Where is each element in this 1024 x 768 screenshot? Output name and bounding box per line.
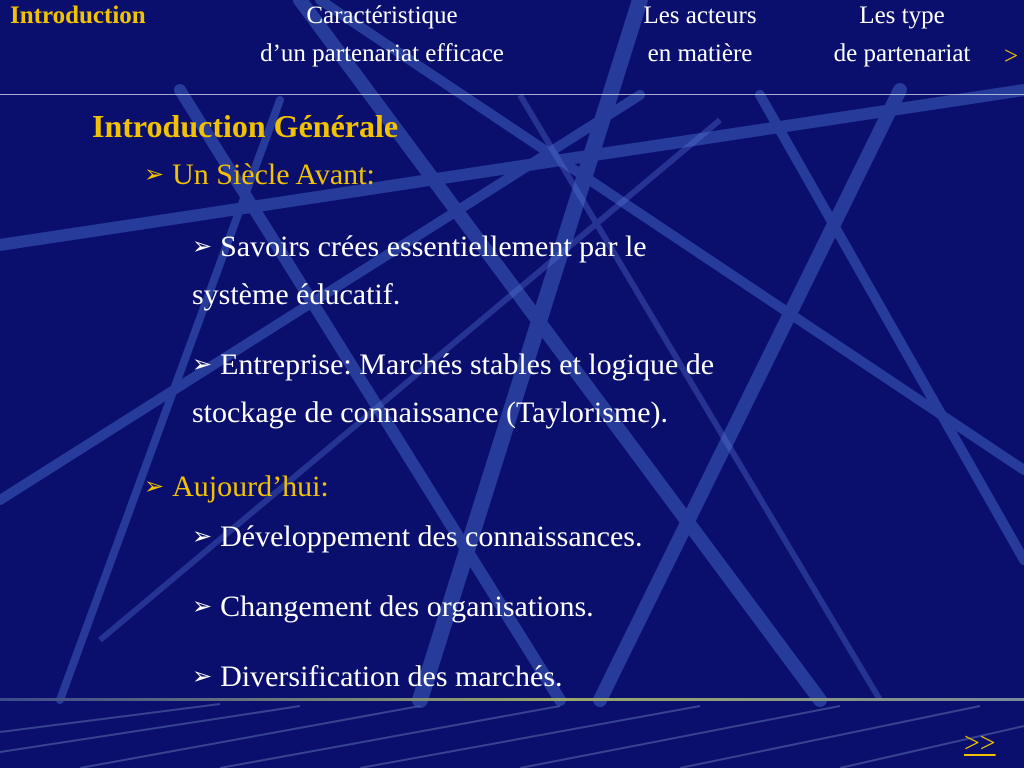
- arrow-bullet-icon: ➢: [144, 162, 165, 188]
- section-heading-label: Aujourd’hui:: [172, 470, 329, 503]
- list-item: [192, 342, 912, 388]
- section-heading: [144, 464, 329, 510]
- list-item-text: Développement des connaissances.: [220, 520, 643, 553]
- nav-item-label: Introduction: [10, 2, 146, 29]
- nav-item-label: Caractéristique: [306, 2, 458, 29]
- list-item-text: Changement des organisations.: [220, 590, 594, 623]
- list-item-text: stockage de connaissance (Taylorisme).: [192, 396, 669, 429]
- nav-item-label: de partenariat: [833, 40, 971, 67]
- arrow-bullet-icon: ➢: [192, 594, 213, 620]
- list-item-text: Diversification des marchés.: [220, 660, 563, 693]
- arrow-bullet-icon: ➢: [144, 474, 165, 500]
- list-item-continued: [192, 272, 912, 318]
- section-heading: [144, 152, 375, 198]
- list-item: [192, 584, 912, 630]
- nav-item-acteurs[interactable]: [612, 0, 788, 73]
- arrow-bullet-icon: ➢: [192, 234, 213, 260]
- arrow-bullet-icon: ➢: [192, 352, 213, 378]
- nav-item-types-partenariat[interactable]: [804, 0, 1000, 73]
- nav-item-caracteristique[interactable]: [212, 0, 552, 73]
- nav-divider: [0, 94, 1024, 95]
- arrow-bullet-icon: ➢: [192, 524, 213, 550]
- list-item: [192, 224, 912, 270]
- slide-title: Introduction Générale: [92, 108, 399, 144]
- next-slide-link[interactable]: >>: [964, 728, 996, 759]
- top-navigation: [0, 0, 1024, 94]
- list-item-text: Entreprise: Marchés stables et logique de: [220, 348, 715, 381]
- list-item-text: Savoirs crées essentiellement par le: [220, 230, 647, 263]
- nav-item-label: en matière: [647, 40, 753, 67]
- nav-item-label: Les type: [859, 2, 945, 29]
- list-item: [192, 514, 912, 560]
- list-item-text: système éducatif.: [192, 278, 401, 311]
- arrow-bullet-icon: ➢: [192, 664, 213, 690]
- footer-stripes: [0, 692, 1024, 768]
- nav-item-label: d’un partenariat efficace: [260, 40, 504, 67]
- section-heading-label: Un Siècle Avant:: [172, 158, 375, 191]
- list-item-continued: [192, 390, 912, 436]
- nav-item-introduction[interactable]: [10, 0, 146, 35]
- nav-item-label: Les acteurs: [643, 2, 757, 29]
- nav-next-arrow[interactable]: >: [1004, 43, 1019, 70]
